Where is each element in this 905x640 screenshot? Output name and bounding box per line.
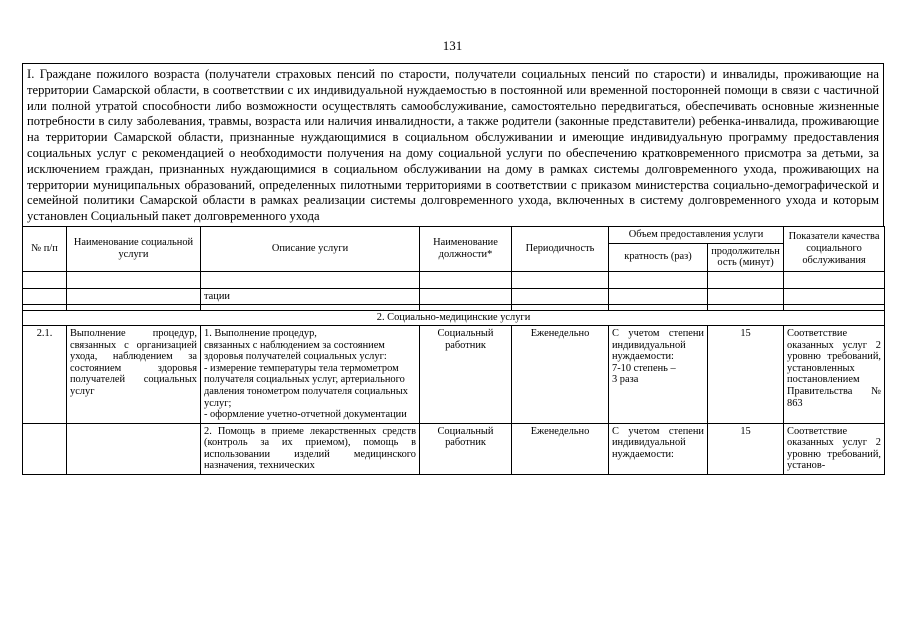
row-description xyxy=(201,325,420,423)
row-periodicity: Еженедельно xyxy=(512,423,609,474)
row-position: Социальный работник xyxy=(420,423,512,474)
row-num: 2.1. xyxy=(23,325,67,423)
description-line: 2. Помощь в приеме лекарственных средств (контроль за их приемом), помощь в использовании изделий медицинского назначения, технических xyxy=(204,425,416,472)
header-position: Наименование должности* xyxy=(420,226,512,271)
header-quality: Показатели качества социального обслуживания xyxy=(784,226,885,271)
description-line: - измерение температуры тела термометром получателя социальных услуг, артериального давления тонометром получателя социальных услуг; xyxy=(204,362,408,409)
row-multiplicity xyxy=(609,325,708,423)
row-num xyxy=(23,423,67,474)
section-row xyxy=(23,311,885,326)
multiplicity-line: 7-10 степень – xyxy=(612,362,676,374)
row-duration: 15 xyxy=(708,423,784,474)
blank-row xyxy=(23,271,885,288)
row-multiplicity xyxy=(609,423,708,474)
row-service-name xyxy=(67,423,201,474)
row-quality: Соответствие оказанных услуг 2 уровню требований, установ- xyxy=(784,423,885,474)
header-row xyxy=(23,226,885,243)
multiplicity-line: С учетом степени индивидуальной нуждаемости: xyxy=(612,327,704,363)
table-row xyxy=(23,325,885,423)
row-quality: Соответствие оказанных услуг 2 уровню требований, установленных постановлением Правительства № 863 xyxy=(784,325,885,423)
multiplicity-line: 3 раза xyxy=(612,374,639,386)
header-description: Описание услуги xyxy=(201,226,420,271)
continuation-text: тации xyxy=(201,288,420,305)
multiplicity-line: С учетом степени индивидуальной нуждаемости: xyxy=(612,425,704,460)
row-description xyxy=(201,423,420,474)
description-line: 1. Выполнение процедур, xyxy=(204,327,317,339)
header-volume: Объем предоставления услуги xyxy=(609,226,784,243)
row-periodicity: Еженедельно xyxy=(512,325,609,423)
document-body xyxy=(22,63,884,475)
header-num: № п/п xyxy=(23,226,67,271)
row-position: Социальный работник xyxy=(420,325,512,423)
description-line: связанных с наблюдением за состоянием здоровья получателей социальных услуг: xyxy=(204,339,387,363)
description-line: - оформление учетно-отчетной документации xyxy=(204,409,407,421)
page-number: 131 xyxy=(442,38,463,53)
services-table xyxy=(22,226,885,475)
table-row xyxy=(23,423,885,474)
header-periodicity: Периодичность xyxy=(512,226,609,271)
header-service-name: Наименование социальной услуги xyxy=(67,226,201,271)
header-multiplicity: кратность (раз) xyxy=(609,243,708,271)
header-duration: продолжительность (минут) xyxy=(708,243,784,271)
category-intro: I. Граждане пожилого возраста (получатели страховых пенсий по старости, получатели социальных пенсий по старости) и инвалиды, проживающие на территории Самарской области, в соответствии с их индивидуальной нуждаемостью в постоянной или временной посторонней помощи в связи с частичной или полной утратой способности либо возможности осуществлять самообслуживание, самостоятельно передвигаться, обеспечивать основные жизненные потребности в силу заболевания, травмы, возраста или наличия инвалидности, а также родители (законные представители) ребенка-инвалида, проживающие на территории Самарской области, признанные нуждающимися в социальном обслуживании и имеющие индивидуальную программу предоставления социальных услуг с рекомендацией о необходимости получения на дому социальной услуги по обеспечению кратковременного присмотра за детьми, за исключением граждан, признанных нуждающимися в социальном обслуживании на дому в рамках системы долговременного ухода, проживающих на территории муниципальных образований, определенных пилотными территориями в соответствии с приказом министерства социально-демографической и семейной политики Самарской области в рамках реализации системы долговременного ухода, включенных в систему долговременного ухода и которым установлен Социальный пакет долговременного ухода xyxy=(22,63,884,226)
section-title: 2. Социально-медицинские услуги xyxy=(23,311,885,326)
continuation-row xyxy=(23,288,885,305)
row-service-name: Выполнение процедур, связанных с организацией ухода, наблюдением за состоянием здоровья получателей социальных услуг xyxy=(67,325,201,423)
row-duration: 15 xyxy=(708,325,784,423)
